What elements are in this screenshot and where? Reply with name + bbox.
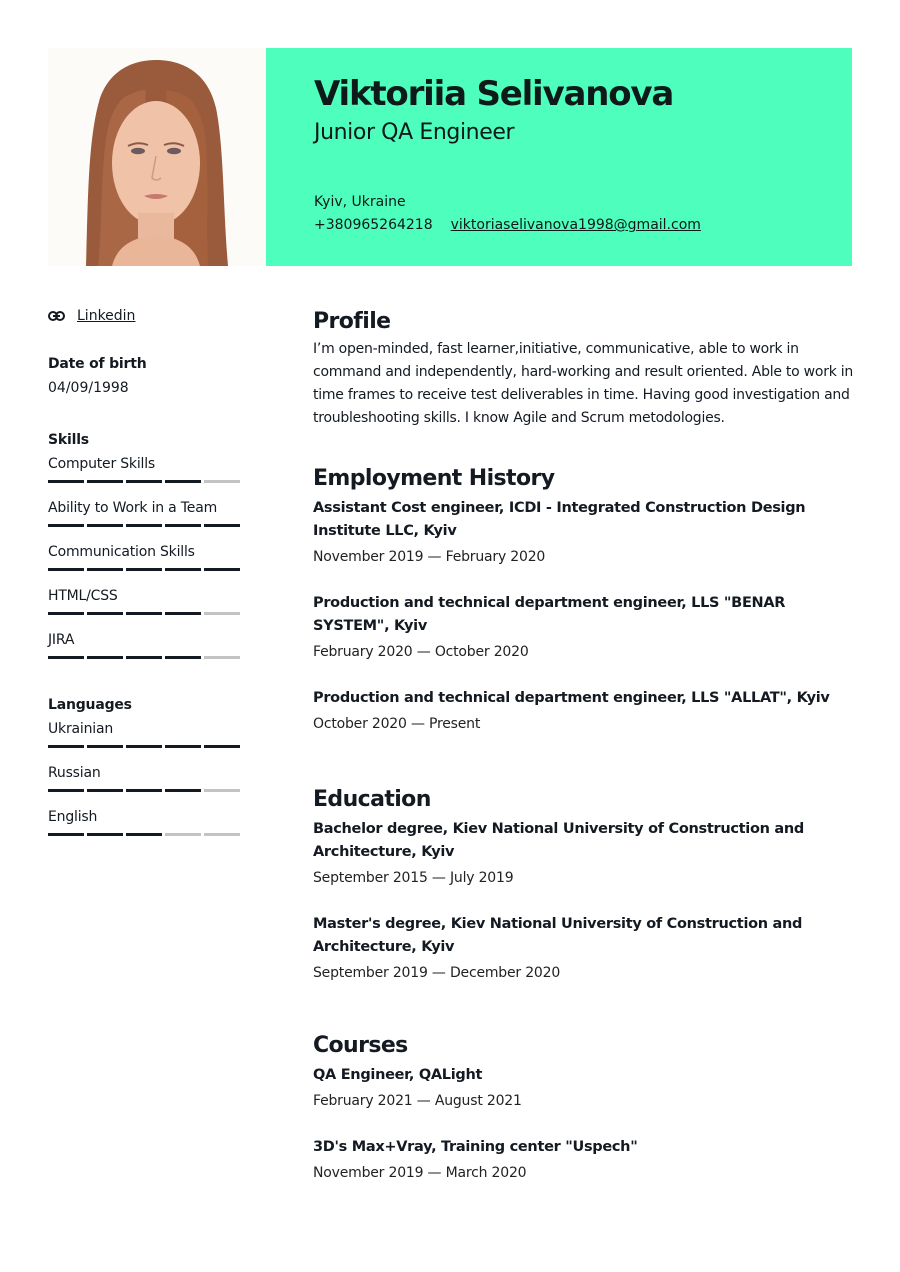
skill-item <box>48 498 242 527</box>
level-segment <box>165 568 201 571</box>
level-segment <box>48 524 84 527</box>
languages-section <box>48 697 242 836</box>
profile-section <box>313 309 858 430</box>
level-segment <box>48 568 84 571</box>
portrait-image <box>48 48 266 266</box>
level-segment <box>126 789 162 792</box>
header-banner <box>266 48 852 266</box>
level-segment <box>204 612 240 615</box>
language-item <box>48 763 242 792</box>
courses-entry <box>313 1136 858 1183</box>
employment-list <box>313 497 858 734</box>
level-segment <box>204 524 240 527</box>
level-segment <box>165 612 201 615</box>
education-list <box>313 818 858 983</box>
entry-dates: February 2020 — October 2020 <box>313 644 529 660</box>
skill-item-level-bar <box>48 568 242 571</box>
level-segment <box>204 789 240 792</box>
language-item-level-bar <box>48 833 242 836</box>
skill-item-level-bar <box>48 480 242 483</box>
language-item-name: Russian <box>48 765 101 781</box>
level-segment <box>204 745 240 748</box>
employment-section <box>313 466 858 734</box>
email-link[interactable]: viktoriaselivanova1998@gmail.com <box>450 217 701 233</box>
employment-entry <box>313 687 858 734</box>
entry-title: Assistant Cost engineer, ICDI - Integrated Construction Design Institute LLC, Kyiv <box>313 500 806 539</box>
level-segment <box>165 524 201 527</box>
skill-item-name: Ability to Work in a Team <box>48 500 218 516</box>
entry-dates: October 2020 — Present <box>313 716 481 732</box>
education-heading: Education <box>313 787 431 812</box>
profile-heading: Profile <box>313 309 391 334</box>
entry-title: QA Engineer, QALight <box>313 1067 483 1083</box>
entry-title: Production and technical department engineer, LLS "BENAR SYSTEM", Kyiv <box>313 595 786 634</box>
language-item-level-bar <box>48 745 242 748</box>
level-segment <box>204 656 240 659</box>
level-segment <box>87 568 123 571</box>
languages-list <box>48 719 242 836</box>
level-segment <box>126 480 162 483</box>
level-segment <box>87 833 123 836</box>
level-segment <box>126 656 162 659</box>
level-segment <box>48 656 84 659</box>
level-segment <box>204 480 240 483</box>
skill-item-name: Communication Skills <box>48 544 195 560</box>
skill-item <box>48 630 242 659</box>
entry-dates: February 2021 — August 2021 <box>313 1093 522 1109</box>
language-item <box>48 719 242 748</box>
linkedin-row <box>48 306 242 326</box>
sidebar <box>48 306 242 836</box>
courses-list <box>313 1064 858 1183</box>
phone-number: +380965264218 <box>314 217 433 233</box>
language-item-level-bar <box>48 789 242 792</box>
level-segment <box>165 656 201 659</box>
language-item-name: English <box>48 809 98 825</box>
dob-section <box>48 356 242 396</box>
dob-label: Date of birth <box>48 356 147 372</box>
level-segment <box>87 612 123 615</box>
contact-row <box>314 217 701 233</box>
skill-item-name: Computer Skills <box>48 456 156 472</box>
skill-item-level-bar <box>48 656 242 659</box>
skill-item <box>48 454 242 483</box>
skill-item <box>48 586 242 615</box>
skill-item-name: HTML/CSS <box>48 588 118 604</box>
languages-label: Languages <box>48 697 132 713</box>
skills-list <box>48 454 242 659</box>
job-title: Junior QA Engineer <box>314 120 515 145</box>
level-segment <box>87 745 123 748</box>
entry-dates: November 2019 — February 2020 <box>313 549 546 565</box>
entry-title: Master's degree, Kiev National University of Construction and Architecture, Kyiv <box>313 916 803 955</box>
skill-item-name: JIRA <box>48 632 75 648</box>
language-item-name: Ukrainian <box>48 721 113 737</box>
level-segment <box>165 480 201 483</box>
employment-entry <box>313 497 858 567</box>
level-segment <box>48 612 84 615</box>
language-item <box>48 807 242 836</box>
skill-item <box>48 542 242 571</box>
level-segment <box>126 833 162 836</box>
entry-title: Bachelor degree, Kiev National University of Construction and Architecture, Kyiv <box>313 821 804 860</box>
level-segment <box>126 612 162 615</box>
profile-text: I’m open-minded, fast learner,initiative, communicative, able to work in command and independently, hard-working and result oriented. Able to work in time frames to receive test deliverables in time. Having good investigation and troubleshooting skills. I know Agile and Scrum metodologies. <box>313 341 854 426</box>
skills-section <box>48 432 242 659</box>
skill-item-level-bar <box>48 612 242 615</box>
entry-title: Production and technical department engineer, LLS "ALLAT", Kyiv <box>313 690 830 706</box>
level-segment <box>87 789 123 792</box>
level-segment <box>48 833 84 836</box>
level-segment <box>48 789 84 792</box>
skills-label: Skills <box>48 432 89 448</box>
courses-section <box>313 1033 858 1183</box>
education-section <box>313 787 858 983</box>
dob-value: 04/09/1998 <box>48 380 129 396</box>
level-segment <box>126 524 162 527</box>
location: Kyiv, Ukraine <box>314 194 406 210</box>
candidate-name: Viktoriia Selivanova <box>314 74 674 114</box>
linkedin-link[interactable]: Linkedin <box>77 308 136 324</box>
level-segment <box>87 480 123 483</box>
entry-title: 3D's Max+Vray, Training center "Uspech" <box>313 1139 638 1155</box>
employment-entry <box>313 592 858 662</box>
education-entry <box>313 913 858 983</box>
employment-heading: Employment History <box>313 466 555 491</box>
entry-dates: November 2019 — March 2020 <box>313 1165 527 1181</box>
level-segment <box>48 480 84 483</box>
courses-entry <box>313 1064 858 1111</box>
level-segment <box>165 789 201 792</box>
entry-dates: September 2019 — December 2020 <box>313 965 561 981</box>
education-entry <box>313 818 858 888</box>
level-segment <box>87 524 123 527</box>
courses-heading: Courses <box>313 1033 408 1058</box>
level-segment <box>126 745 162 748</box>
level-segment <box>48 745 84 748</box>
level-segment <box>204 833 240 836</box>
link-icon <box>48 311 65 321</box>
level-segment <box>126 568 162 571</box>
level-segment <box>204 568 240 571</box>
skill-item-level-bar <box>48 524 242 527</box>
level-segment <box>165 745 201 748</box>
entry-dates: September 2015 — July 2019 <box>313 870 514 886</box>
level-segment <box>87 656 123 659</box>
profile-photo <box>48 48 266 266</box>
level-segment <box>165 833 201 836</box>
